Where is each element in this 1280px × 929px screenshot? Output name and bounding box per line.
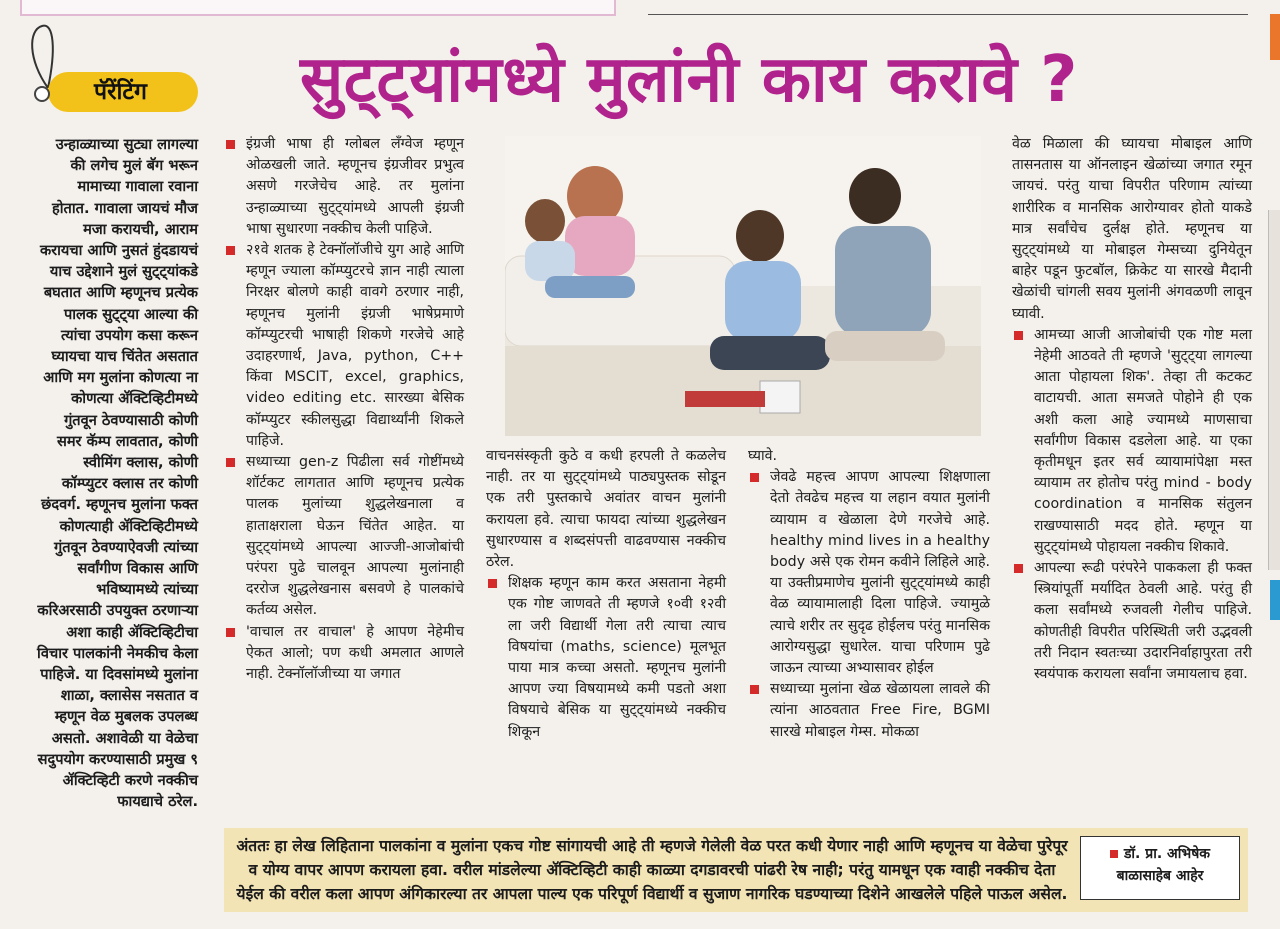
author-line-1: डॉ. प्रा. अभिषेक <box>1123 846 1211 862</box>
intro-column <box>36 134 198 813</box>
tag-hole <box>34 86 50 102</box>
list-item: सध्याच्या मुलांना खेळ खेळायला लावले की त्यांना आठवतात Free Fire, BGMI सारखे मोबाइल गेम्स. मोकळा <box>748 679 990 743</box>
intro-text: उन्हाळ्याच्या सुट्या लागल्या की लगेच मुलं बॅग भरून मामाच्या गावाला रवाना होतात. गावाला जायचं मौज मजा करायची, आराम करायचा आणि नुसतं हुंदडायचं याच उद्देशाने मुलं सुट्ट्यांकडे बघतात आणि म्हणूनच प्रत्येक पालक सुट्ट्या आल्या की त्यांचा उपयोग कसा करून घ्यायचा याच चिंतेत असतात आणि मग मुलांना कोणत्या ना कोणत्या ॲक्टिव्हिटीमध्ये गुंतवून ठेवण्यासाठी कोणी समर कॅम्प लावतात, कोणी स्वीमिंग क्लास, कोणी कॉम्प्युटर क्लास तर कोणी छंदवर्ग. म्हणूनच मुलांना फक्त कोणत्याही ॲक्टिव्हिटीमध्ये गुंतवून ठेवण्याऐवजी त्यांच्या सर्वांगीण विकास आणि भविष्यामध्ये त्यांच्या करिअरसाठी उपयुक्त ठरणाऱ्या अशा काही ॲक्टिव्हिटीचा विचार पालकांनी नेमकीच केला पाहिजे. या दिवसांमध्ये मुलांना शाळा, क्लासेस नसतात व म्हणून वेळ मुबलक उपलब्ध असतो. अशावेळी या वेळेचा सदुपयोग करण्यासाठी प्रमुख ९ ॲक्टिव्हिटी करणे नक्कीच फायद्याचे ठरेल. <box>37 136 198 811</box>
list-item: शिक्षक म्हणून काम करत असताना नेहमी एक गोष्ट जाणवते ती म्हणजे १०वी १२वी ला जरी विद्यार्थी गेला तरी त्याचा त्याच विषयांचा (maths, science) मूलभूत पाया मात्र कच्चा असतो. म्हणूनच मुलांनी आपण ज्या विषयामध्ये कमी पडतो अशा विषयाचे बेसिक या सुट्ट्यांमध्ये नक्कीच शिकून <box>486 573 726 743</box>
top-rule <box>648 14 1248 15</box>
list-item: 'वाचाल तर वाचाल' हे आपण नेहेमीच ऐकत आलो; पण कधी अमलात आणले नाही. टेक्नॉलॉजीच्या या जगात <box>224 622 464 686</box>
list-item: आमच्या आजी आजोबांची एक गोष्ट मला नेहेमी आठवते ती म्हणजे 'सुट्ट्या लागल्या आता पोहायला शिक'. तेव्हा ती कटकट वाटायची. आता समजते पोहोने ही एक अशी कला आहे ज्यामध्ये माणसाचा सर्वांगीण विकास दडलेला आहे. या एका कृतीमधून इतर सर्व व्यायामांपेक्षा मस्त व्यायाम तर होतोच परंतु mind - body coordination व मानसिक संतुलन राखण्यासाठी मदद होते. म्हणून या सुट्ट्यांमध्ये पोहायला नक्कीच शिकावे. <box>1012 325 1252 558</box>
continued-text: घ्यावे. <box>748 448 778 464</box>
continued-text: वाचनसंस्कृती कुठे व कधी हरपली ते कळलेच नाही. तर या सुट्ट्यांमध्ये पाठ्यपुस्तक सोडून एक तरी पुस्तकाचे अवांतर वाचन मुलांनी करायला हवे. त्याचा फायदा त्यांच्या शुद्धलेखन सुधारण्यास व शब्दसंपत्ती वाढवण्यास नक्कीच ठरेल. <box>486 448 726 571</box>
column-5 <box>1012 134 1252 685</box>
list-item: जेवढे महत्त्व आपण आपल्या शिक्षणाला देतो तेवढेच महत्त्व या लहान वयात मुलांनी व्यायाम व खेळाला देणे गरजेचे आहे. healthy mind lives in a healthy body असे एक रोमन कवीने लिहिले आहे. या उक्तीप्रमाणेच मुलांनी सुट्ट्यांमध्ये काही वेळ व्यायामालाही दिला पाहिजे. ज्यामुळे त्याचे शरीर तर सुदृढ होईलच परंतु मानसिक आरोग्यसुद्धा सुधारेल. याचा परिणाम पुढे जाऊन त्याच्या अभ्यासावर होईल <box>748 467 990 679</box>
adjacent-page-edge <box>1268 210 1280 570</box>
section-tag: पॅरेंटिंग <box>48 72 198 112</box>
author-line-2: बाळासाहेब आहेर <box>1116 868 1204 884</box>
author-byline <box>1080 836 1240 900</box>
column-3 <box>486 446 726 743</box>
list-item: आपल्या रूढी परंपरेने पाककला ही फक्त स्त्रियांपूर्ती मर्यादित ठेवली आहे. परंतु ही कला सर्वांमध्ये रुजवली गेलीच पाहिजे. कोणतीही विपरीत परिस्थिती जरी उद्भवली तरी निदान स्वतःच्या उदारनिर्वाहापुरता तरी स्वयंपाक करायला सर्वांना जमायलाच हवा. <box>1012 558 1252 685</box>
column-4 <box>748 446 990 743</box>
adjacent-page-strip <box>1270 580 1280 620</box>
list-item: २१वे शतक हे टेक्नॉलॉजीचे युग आहे आणि म्हणून ज्याला कॉम्प्युटरचे ज्ञान नाही त्याला निरक्षर बोलणे काही वावगे ठरणार नाही, म्हणूनच मुलांनी इंग्रजी भाषेप्रमाणे कॉम्प्युटरची भाषाही शिकणे गरजेचे आहे उदाहरणार्थ, Java, python, C++ किंवा MSCIT, excel, graphics, video editing etc. सारख्या बेसिक कॉम्प्युटर स्कीलसुद्धा विद्यार्थ्यांनी शिकले पाहिजे. <box>224 240 464 452</box>
headline: सुट्ट्यांमध्ये मुलांनी काय करावे ? <box>300 43 1078 117</box>
edge-strip <box>1270 14 1280 60</box>
conclusion-text: अंततः हा लेख लिहिताना पालकांना व मुलांना एकच गोष्ट सांगायची आहे ती म्हणजे गेलेली वेळ परत कधी येणार नाही आणि म्हणूनच या वेळेचा पुरेपूर व योग्य वापर आपण करायला हवा. वरील मांडलेल्या ॲक्टिव्हिटी काही काळ्या दगडावरची पांढरी रेष नाही; परंतु यामधून एक ग्वाही नक्कीच देता येईल की वरील कला आपण अंगिकारल्या तर आपला पाल्य एक परिपूर्ण विद्यार्थी व सुजाण नागरिक घडण्याच्या दिशेने आखलेले पहिले पाऊल असेल. <box>236 837 1068 903</box>
bullet-icon <box>1110 850 1118 858</box>
list-item: सध्याच्या gen-z पिढीला सर्व गोष्टींमध्ये शॉर्टकट लागतात आणि म्हणूनच प्रत्येक पालक मुलांच्या शुद्धलेखनाला व हाताक्षराला घेऊन चिंतेत आहेत. या सुट्ट्यांमध्ये आपल्या आज्जी-आजोबांची परंपरा पुढे चालवून आपल्या मुलांनाही दररोज शुद्धलेखनास बसवणे हे पालकांचे कर्तव्य असेल. <box>224 452 464 622</box>
top-box <box>20 0 616 16</box>
column-2 <box>224 134 464 685</box>
list-item: इंग्रजी भाषा ही ग्लोबल लँग्वेज म्हणून ओळखली जाते. म्हणूनच इंग्रजीवर प्रभुत्व असणे गरजेचेच आहे. तर मुलांना उन्हाळ्याच्या सुट्ट्यांमध्ये आपली इंग्रजी भाषा सुधारणा नक्कीच केली पाहिजे. <box>224 134 464 240</box>
family-photo <box>505 136 981 436</box>
continued-text: वेळ मिळाला की घ्यायचा मोबाइल आणि तासनतास या ऑनलाइन खेळांच्या जगात रमून जायचं. परंतु याचा विपरीत परिणाम त्यांच्या शारीरिक व मानसिक आरोग्यावर होतो याकडे मात्र सर्वांचेच दुर्लक्ष होते. म्हणूनच या सुट्ट्यांमध्ये या मोबाइल गेम्सच्या दुनियेतून बाहेर पडून फुटबॉल, क्रिकेट या सारखे मैदानी खेळांची चांगली सवय मुलांनी अंगवळणी लावून घ्यावी. <box>1012 136 1252 322</box>
